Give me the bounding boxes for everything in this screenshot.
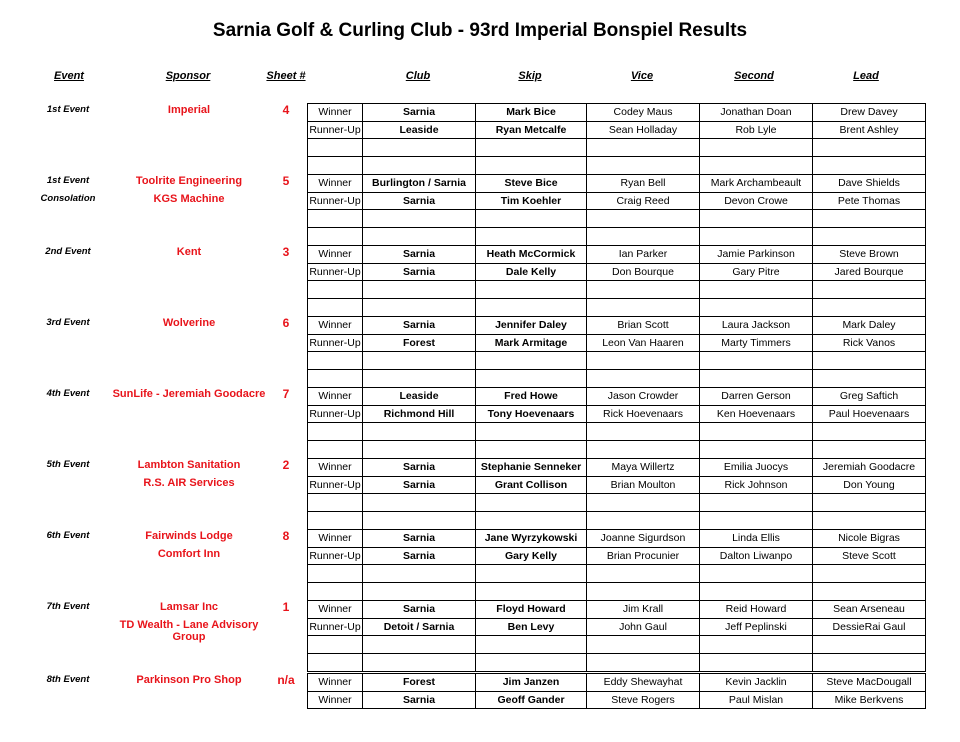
second-cell: Linda Ellis [700,530,813,548]
second-cell [700,157,813,175]
vice-cell [587,299,700,317]
club-cell [363,512,476,530]
table-row [308,547,926,565]
result-label: Winner [308,317,363,335]
lead-cell [813,352,926,370]
lead-cell: Paul Hoevenaars [813,405,926,423]
second-cell [700,565,813,583]
lead-cell: Mark Daley [813,317,926,335]
skip-cell: Tony Hoevenaars [476,405,587,423]
skip-cell: Fred Howe [476,388,587,406]
second-cell [700,139,813,157]
vice-cell [587,512,700,530]
table-row [308,691,926,709]
blank-row [308,583,926,601]
skip-cell: Mark Bice [476,104,587,122]
vice-cell [587,636,700,654]
skip-cell: Geoff Gander [476,691,587,709]
second-cell [700,583,813,601]
vice-cell [587,565,700,583]
result-label: Runner-Up [308,263,363,281]
vice-cell [587,423,700,441]
table-row [308,317,926,335]
skip-cell [476,654,587,672]
lead-cell: Jared Bourque [813,263,926,281]
club-cell [363,636,476,654]
skip-cell: Gary Kelly [476,547,587,565]
skip-cell [476,512,587,530]
event-name: 3rd Event [46,317,90,328]
skip-cell [476,423,587,441]
sponsor-name: Lamsar Inc [159,601,219,613]
sheet-number: 5 [282,174,290,188]
club-cell [363,583,476,601]
result-label [308,565,363,583]
blank-row [308,370,926,388]
header-skip: Skip [518,70,542,82]
table-row [308,618,926,636]
result-label [308,299,363,317]
lead-cell: Jeremiah Goodacre [813,459,926,477]
results-table [307,245,926,317]
lead-cell [813,565,926,583]
vice-cell: Craig Reed [587,192,700,210]
skip-cell [476,281,587,299]
second-cell [700,494,813,512]
blank-row [308,352,926,370]
lead-cell: DessieRai Gaul [813,618,926,636]
club-cell [363,423,476,441]
vice-cell: Brian Scott [587,317,700,335]
vice-cell [587,210,700,228]
table-row [308,476,926,494]
blank-row [308,281,926,299]
vice-cell: Don Bourque [587,263,700,281]
result-label: Runner-Up [308,121,363,139]
club-cell [363,281,476,299]
club-cell [363,352,476,370]
skip-cell: Heath McCormick [476,246,587,264]
second-cell [700,441,813,459]
vice-cell [587,441,700,459]
club-cell: Sarnia [363,192,476,210]
result-label: Runner-Up [308,334,363,352]
club-cell: Richmond Hill [363,405,476,423]
lead-cell: Pete Thomas [813,192,926,210]
result-label [308,636,363,654]
second-cell: Mark Archambeault [700,175,813,193]
second-cell [700,654,813,672]
result-label [308,441,363,459]
blank-row [308,210,926,228]
second-cell [700,281,813,299]
blank-row [308,636,926,654]
lead-cell [813,654,926,672]
club-cell [363,157,476,175]
sponsor-name: Comfort Inn [157,547,221,560]
vice-cell [587,583,700,601]
lead-cell: Steve Brown [813,246,926,264]
sponsor-name: Lambton Sanitation [137,459,241,471]
page-title: Sarnia Golf & Curling Club - 93rd Imperial Bonspiel Results [212,20,748,41]
vice-cell: Ian Parker [587,246,700,264]
lead-cell: Greg Saftich [813,388,926,406]
second-cell [700,299,813,317]
results-table [307,529,926,601]
result-label: Runner-Up [308,476,363,494]
skip-cell: Ben Levy [476,618,587,636]
vice-cell [587,281,700,299]
second-cell: Gary Pitre [700,263,813,281]
result-label: Winner [308,388,363,406]
club-cell: Sarnia [363,459,476,477]
table-row [308,405,926,423]
lead-cell [813,299,926,317]
result-label [308,370,363,388]
second-cell [700,512,813,530]
event-name: 7th Event [46,601,90,612]
second-cell: Jonathan Doan [700,104,813,122]
club-cell [363,494,476,512]
event-name: 8th Event [46,674,90,685]
lead-cell [813,228,926,246]
skip-cell: Grant Collison [476,476,587,494]
sponsor-name: Kent [176,246,202,258]
club-cell [363,565,476,583]
club-cell: Sarnia [363,530,476,548]
table-row [308,246,926,264]
sponsor-name: Wolverine [162,317,216,329]
second-cell [700,370,813,388]
sponsor-name: TD Wealth - Lane Advisory Group [119,618,259,643]
vice-cell: Jim Krall [587,601,700,619]
result-label [308,512,363,530]
blank-row [308,157,926,175]
vice-cell: Steve Rogers [587,691,700,709]
result-label [308,583,363,601]
lead-cell: Drew Davey [813,104,926,122]
table-row [308,530,926,548]
second-cell [700,210,813,228]
result-label [308,494,363,512]
result-label: Winner [308,246,363,264]
header-club: Club [405,70,431,82]
table-row [308,601,926,619]
result-label: Runner-Up [308,405,363,423]
lead-cell: Dave Shields [813,175,926,193]
skip-cell: Dale Kelly [476,263,587,281]
club-cell [363,210,476,228]
vice-cell [587,157,700,175]
vice-cell: Joanne Sigurdson [587,530,700,548]
skip-cell: Stephanie Senneker [476,459,587,477]
results-table [307,673,926,709]
second-cell: Darren Gerson [700,388,813,406]
skip-cell [476,636,587,654]
club-cell: Sarnia [363,317,476,335]
club-cell [363,370,476,388]
second-cell: Reid Howard [700,601,813,619]
result-label [308,281,363,299]
lead-cell [813,636,926,654]
event-name: 4th Event [46,388,90,399]
skip-cell [476,139,587,157]
skip-cell: Jennifer Daley [476,317,587,335]
second-cell: Marty Timmers [700,334,813,352]
vice-cell: Ryan Bell [587,175,700,193]
second-cell: Laura Jackson [700,317,813,335]
sheet-number: 2 [282,458,290,472]
results-table [307,174,926,246]
skip-cell [476,210,587,228]
vice-cell: Codey Maus [587,104,700,122]
second-cell: Jamie Parkinson [700,246,813,264]
lead-cell: Mike Berkvens [813,691,926,709]
skip-cell: Ryan Metcalfe [476,121,587,139]
result-label: Winner [308,691,363,709]
header-vice: Vice [630,70,654,82]
lead-cell: Nicole Bigras [813,530,926,548]
skip-cell: Jane Wyrzykowski [476,530,587,548]
second-cell: Devon Crowe [700,192,813,210]
sheet-number: 3 [282,245,290,259]
results-table [307,387,926,459]
second-cell: Rick Johnson [700,476,813,494]
table-row [308,459,926,477]
table-row [308,175,926,193]
blank-row [308,299,926,317]
result-label: Winner [308,601,363,619]
results-table [307,458,926,530]
sponsor-name: R.S. AIR Services [143,476,235,489]
club-cell: Detoit / Sarnia [363,618,476,636]
result-label: Runner-Up [308,618,363,636]
sponsor-name: Toolrite Engineering [135,175,243,187]
club-cell: Forest [363,674,476,692]
second-cell: Rob Lyle [700,121,813,139]
result-label [308,423,363,441]
table-row [308,192,926,210]
club-cell [363,654,476,672]
blank-row [308,139,926,157]
vice-cell [587,352,700,370]
club-cell: Leaside [363,121,476,139]
club-cell: Leaside [363,388,476,406]
sheet-number: n/a [277,673,295,687]
table-row [308,674,926,692]
skip-cell: Tim Koehler [476,192,587,210]
skip-cell [476,494,587,512]
lead-cell [813,441,926,459]
result-label: Runner-Up [308,547,363,565]
sponsor-name: SunLife - Jeremiah Goodacre [112,388,266,400]
vice-cell: Maya Willertz [587,459,700,477]
skip-cell: Mark Armitage [476,334,587,352]
result-label: Winner [308,674,363,692]
blank-row [308,423,926,441]
skip-cell [476,370,587,388]
skip-cell [476,441,587,459]
vice-cell: Brian Procunier [587,547,700,565]
table-row [308,263,926,281]
event-name: 1st Event [46,175,90,186]
club-cell: Sarnia [363,246,476,264]
sheet-number: 8 [282,529,290,543]
result-label [308,157,363,175]
results-table [307,103,926,175]
club-cell [363,441,476,459]
club-cell: Sarnia [363,476,476,494]
sheet-number: 1 [282,600,290,614]
blank-row [308,494,926,512]
lead-cell [813,494,926,512]
skip-cell: Floyd Howard [476,601,587,619]
sheet-number: 6 [282,316,290,330]
lead-cell: Sean Arseneau [813,601,926,619]
result-label [308,139,363,157]
blank-row [308,565,926,583]
table-row [308,388,926,406]
table-row [308,121,926,139]
second-cell: Emilia Juocys [700,459,813,477]
second-cell: Paul Mislan [700,691,813,709]
header-sponsor: Sponsor [165,70,211,82]
result-label [308,228,363,246]
club-cell [363,228,476,246]
second-cell: Jeff Peplinski [700,618,813,636]
header-second: Second [734,70,774,82]
sponsor-name: KGS Machine [153,192,225,205]
lead-cell [813,512,926,530]
second-cell [700,352,813,370]
event-name: 5th Event [46,459,90,470]
event-name: 6th Event [46,530,90,541]
vice-cell: Rick Hoevenaars [587,405,700,423]
skip-cell [476,228,587,246]
vice-cell: John Gaul [587,618,700,636]
blank-row [308,654,926,672]
table-row [308,334,926,352]
lead-cell [813,210,926,228]
skip-cell [476,352,587,370]
table-row [308,104,926,122]
club-cell: Sarnia [363,263,476,281]
club-cell: Sarnia [363,601,476,619]
result-label [308,210,363,228]
second-cell [700,423,813,441]
result-label [308,654,363,672]
lead-cell: Steve MacDougall [813,674,926,692]
skip-cell [476,583,587,601]
lead-cell: Brent Ashley [813,121,926,139]
skip-cell: Jim Janzen [476,674,587,692]
lead-cell: Rick Vanos [813,334,926,352]
sponsor-name: Fairwinds Lodge [145,530,233,542]
club-cell: Forest [363,334,476,352]
results-table [307,316,926,388]
club-cell [363,299,476,317]
club-cell: Burlington / Sarnia [363,175,476,193]
vice-cell: Jason Crowder [587,388,700,406]
second-cell [700,636,813,654]
event-name: Consolation [40,192,96,204]
skip-cell [476,565,587,583]
lead-cell: Steve Scott [813,547,926,565]
header-lead: Lead [853,70,879,82]
club-cell: Sarnia [363,691,476,709]
result-label: Winner [308,459,363,477]
vice-cell [587,654,700,672]
blank-row [308,441,926,459]
lead-cell [813,583,926,601]
sponsor-name: Parkinson Pro Shop [136,674,242,686]
skip-cell [476,299,587,317]
vice-cell [587,370,700,388]
blank-row [308,228,926,246]
result-label: Winner [308,175,363,193]
lead-cell: Don Young [813,476,926,494]
club-cell: Sarnia [363,104,476,122]
club-cell [363,139,476,157]
skip-cell [476,157,587,175]
header-sheet: Sheet # [266,70,306,82]
lead-cell [813,139,926,157]
vice-cell [587,139,700,157]
result-label: Winner [308,104,363,122]
vice-cell: Sean Holladay [587,121,700,139]
second-cell: Dalton Liwanpo [700,547,813,565]
vice-cell: Leon Van Haaren [587,334,700,352]
vice-cell [587,494,700,512]
event-name: 2nd Event [45,246,91,257]
vice-cell [587,228,700,246]
lead-cell [813,281,926,299]
second-cell: Kevin Jacklin [700,674,813,692]
sponsor-name: Imperial [167,104,211,116]
second-cell [700,228,813,246]
vice-cell: Eddy Shewayhat [587,674,700,692]
skip-cell: Steve Bice [476,175,587,193]
sheet-number: 7 [282,387,290,401]
lead-cell [813,370,926,388]
sheet-number: 4 [282,103,290,117]
event-name: 1st Event [46,104,90,115]
lead-cell [813,157,926,175]
result-label: Runner-Up [308,192,363,210]
second-cell: Ken Hoevenaars [700,405,813,423]
blank-row [308,512,926,530]
header-event: Event [54,70,84,82]
lead-cell [813,423,926,441]
result-label [308,352,363,370]
result-label: Winner [308,530,363,548]
vice-cell: Brian Moulton [587,476,700,494]
results-table [307,600,926,672]
club-cell: Sarnia [363,547,476,565]
